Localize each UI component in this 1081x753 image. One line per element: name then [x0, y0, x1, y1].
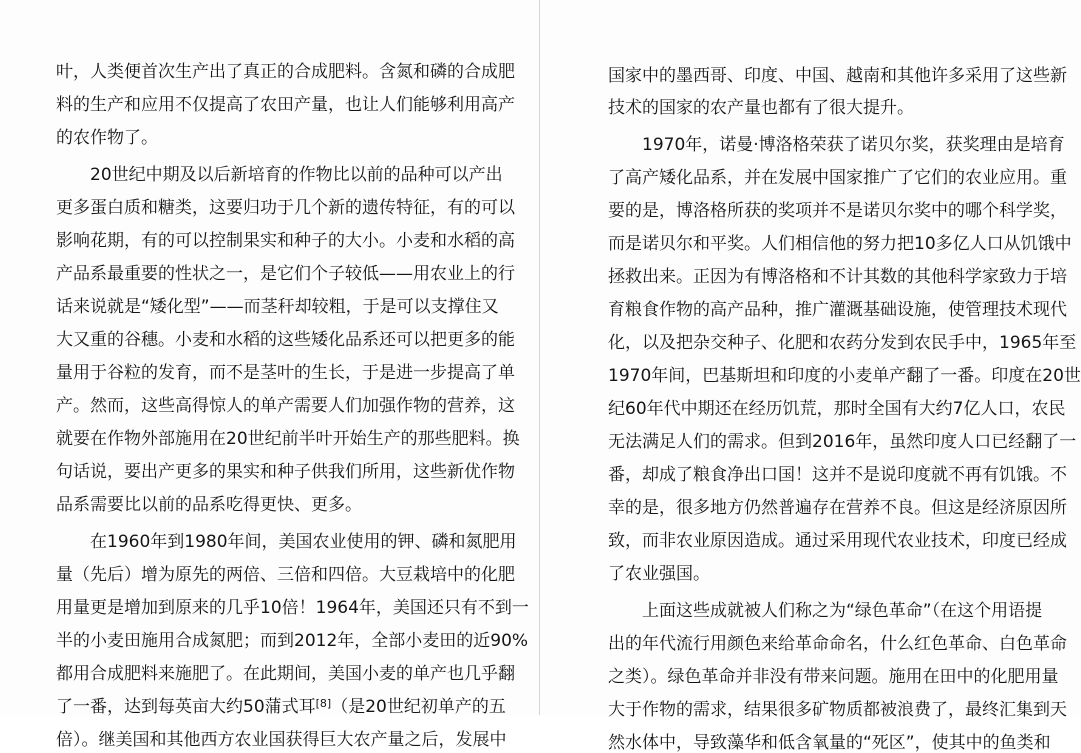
text-line: 而是诺贝尔和平奖。人们相信他的努力把10多亿人口从饥饿中	[608, 234, 1072, 254]
text-line-part: 了一番，达到每英亩大约50蒲式耳	[56, 697, 316, 717]
text-line: 无法满足人们的需求。但到2016年，虽然印度人口已经翻了一	[608, 432, 1077, 452]
text-line: 育粮食作物的高产品种，推广灌溉基础设施，使管理技术现代	[608, 300, 1067, 320]
text-line: 纪60年代中期还在经历饥荒，那时全国有大约7亿人口，农民	[608, 399, 1066, 419]
text-line: 影响花期，有的可以控制果实和种子的大小。小麦和水稻的高	[56, 231, 515, 251]
text-line: 话来说就是“矮化型”——而茎秆却较粗，于是可以支撑住又	[56, 297, 499, 317]
text-line: 1970年间，巴基斯坦和印度的小麦单产翻了一番。印度在20世	[608, 366, 1081, 386]
text-line: 半的小麦田施用合成氮肥；而到2012年，全部小麦田的近90%	[56, 631, 529, 651]
text-line: 料的生产和应用不仅提高了农田产量，也让人们能够利用高产	[56, 95, 515, 115]
text-line: 更多蛋白质和糖类，这要归功于几个新的遗传特征，有的可以	[56, 198, 515, 218]
text-line: 在1960年到1980年间，美国农业使用的钾、磷和氮肥用	[90, 532, 517, 552]
text-line: 致，而非农业原因造成。通过采用现代农业技术，印度已经成	[608, 531, 1067, 551]
text-line	[56, 697, 506, 717]
text-line: 用量更是增加到原来的几乎10倍！1964年，美国还只有不到一	[56, 598, 529, 618]
text-line: 要的是，博洛格所获的奖项并不是诺贝尔奖中的哪个科学奖，	[608, 201, 1067, 221]
text-line: 就要在作物外部施用在20世纪前半叶开始生产的那些肥料。换	[56, 429, 520, 449]
text-line: 产。然而，这些高得惊人的单产需要人们加强作物的营养，这	[56, 396, 515, 416]
text-line: 出的年代流行用颜色来给革命命名，什么红色革命、白色革命	[608, 634, 1067, 654]
text-line: 技术的国家的农产量也都有了很大提升。	[608, 98, 914, 118]
text-line: 的农作物了。	[56, 128, 158, 148]
text-line: 番，却成了粮食净出口国！这并不是说印度就不再有饥饿。不	[608, 465, 1067, 485]
text-line: 20世纪中期及以后新培育的作物比以前的品种可以产出	[90, 165, 503, 185]
right-page	[540, 0, 1081, 753]
text-line: 然水体中，导致藻华和低含氧量的“死区”，使其中的鱼类和	[608, 733, 1051, 753]
text-line: 上面这些成就被人们称之为“绿色革命”（在这个用语提	[642, 601, 1043, 621]
text-line: 都用合成肥料来施肥了。在此期间，美国小麦的单产也几乎翻	[56, 664, 515, 684]
text-line: 倍）。继美国和其他西方农业国获得巨大农产量之后，发展中	[56, 730, 507, 750]
left-page	[0, 0, 540, 750]
text-line: 国家中的墨西哥、印度、中国、越南和其他许多采用了这些新	[608, 66, 1067, 86]
text-line-part: （是20世纪初单产的五	[331, 697, 506, 717]
text-line: 品系需要比以前的品系吃得更快、更多。	[56, 495, 362, 515]
text-line: 拯救出来。正因为有博洛格和不计其数的其他科学家致力于培	[608, 267, 1067, 287]
text-line: 大于作物的需求，结果很多矿物质都被浪费了，最终汇集到天	[608, 700, 1067, 720]
text-line: 了农业强国。	[608, 564, 710, 584]
text-line: 产品系最重要的性状之一，是它们个子较低——用农业上的行	[56, 264, 515, 284]
text-line: 1970年，诺曼·博洛格荣获了诺贝尔奖，获奖理由是培育	[642, 135, 1065, 155]
text-line: 化，以及把杂交种子、化肥和农药分发到农民手中，1965年至	[608, 333, 1077, 353]
text-line: 大又重的谷穗。小麦和水稻的这些矮化品系还可以把更多的能	[56, 330, 515, 350]
text-line: 幸的是，很多地方仍然普遍存在营养不良。但这是经济原因所	[608, 498, 1067, 518]
text-line: 之类）。绿色革命并非没有带来问题。施用在田中的化肥用量	[608, 667, 1059, 687]
text-line: 叶，人类便首次生产出了真正的合成肥料。含氮和磷的合成肥	[56, 62, 515, 82]
text-line: 了高产矮化品系，并在发展中国家推广了它们的农业应用。重	[608, 168, 1067, 188]
text-line: 量（先后）增为原先的两倍、三倍和四倍。大豆栽培中的化肥	[56, 565, 515, 585]
footnote-marker: [8]	[315, 697, 332, 710]
text-line: 量用于谷粒的发育，而不是茎叶的生长，于是进一步提高了单	[56, 363, 515, 383]
text-line: 句话说，要出产更多的果实和种子供我们所用，这些新优作物	[56, 462, 515, 482]
